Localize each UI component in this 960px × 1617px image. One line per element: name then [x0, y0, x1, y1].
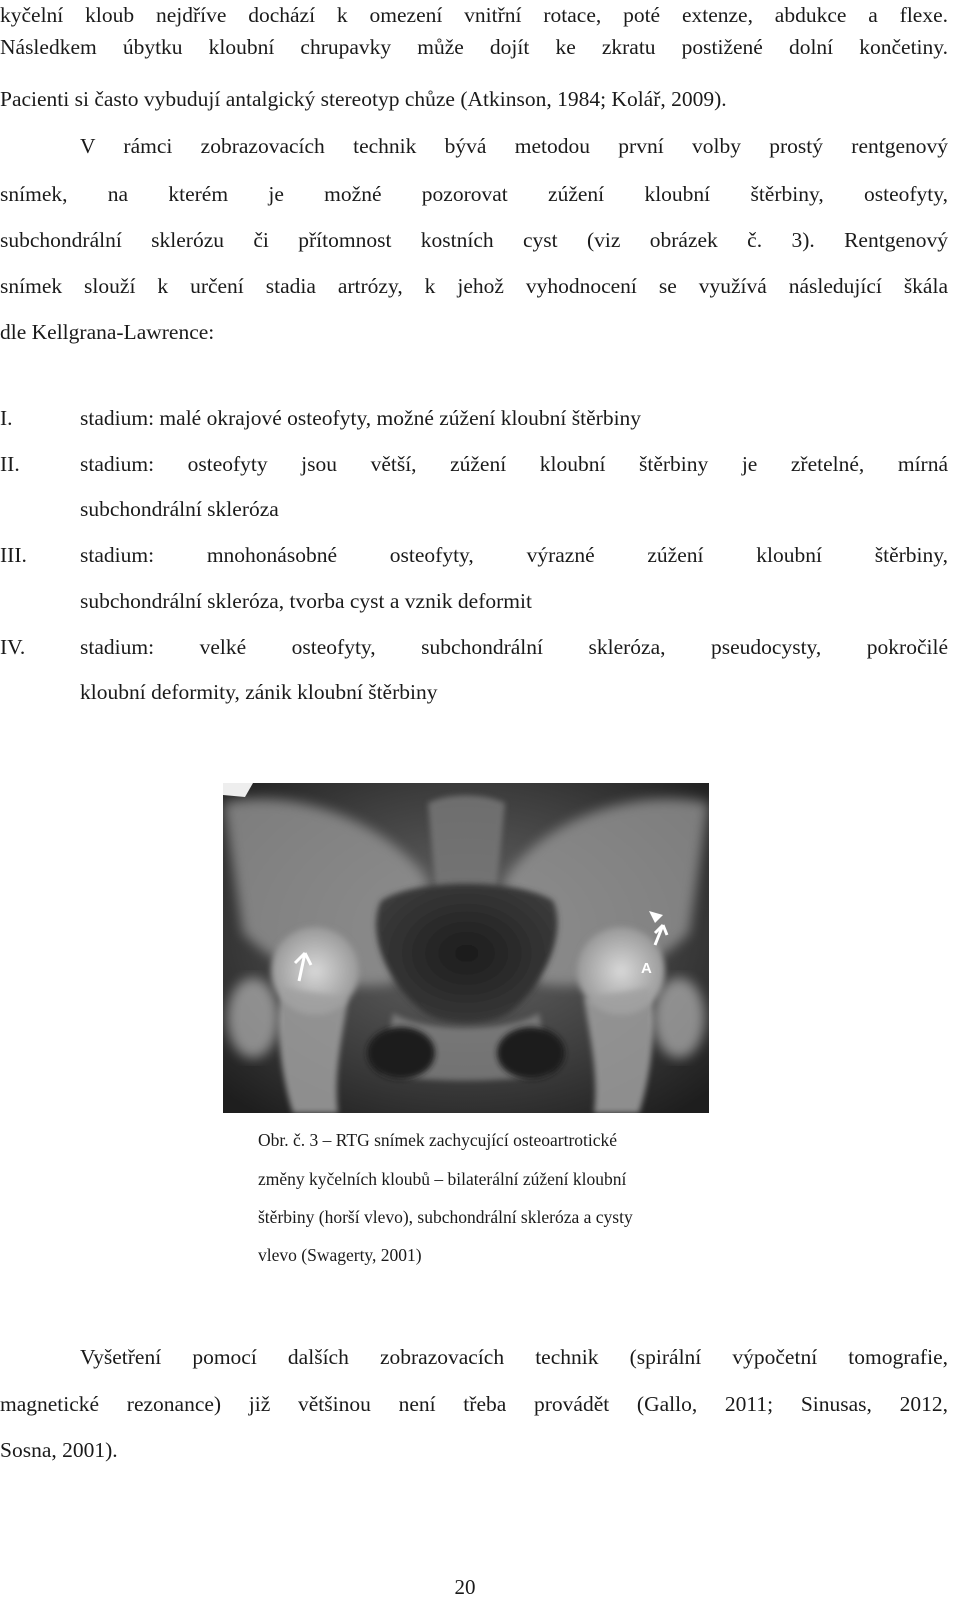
- stage-text: stadium: mnohonásobné osteofyty, výrazné zúžení kloubní štěrbiny,: [80, 543, 948, 567]
- stage-text: kloubní deformity, zánik kloubní štěrbiny: [80, 680, 438, 704]
- intro-line: Pacienti si často vybudují antalgický stereotyp chůze (Atkinson, 1984; Kolář, 2009).: [0, 87, 727, 111]
- right-trochanter: [653, 978, 705, 1058]
- intro-line: kyčelní kloub nejdříve dochází k omezení vnitřní rotace, poté extenze, abdukce a flexe.: [0, 3, 948, 27]
- paragraph-line: subchondrální sklerózu či přítomnost kostních cyst (viz obrázek č. 3). Rentgenový: [0, 228, 948, 252]
- paragraph-line: Sosna, 2001).: [0, 1438, 118, 1462]
- xray-figure: [223, 783, 709, 1113]
- figure-caption-line: štěrbiny (horší vlevo), subchondrální skleróza a cysty: [258, 1207, 633, 1227]
- paragraph-line: dle Kellgrana-Lawrence:: [0, 320, 215, 344]
- stage-text: subchondrální skleróza, tvorba cyst a vznik deformit: [80, 589, 532, 613]
- paragraph-line: magnetické rezonance) již většinou není třeba provádět (Gallo, 2011; Sinusas, 2012,: [0, 1392, 948, 1416]
- page-number: 20: [454, 1575, 476, 1599]
- paragraph-line: snímek, na kterém je možné pozorovat zúžení kloubní štěrbiny, osteofyty,: [0, 182, 948, 206]
- stage-text: stadium: osteofyty jsou větší, zúžení kloubní štěrbiny je zřetelné, mírná: [80, 452, 948, 476]
- stage-numeral: II.: [0, 452, 20, 476]
- stage-numeral: IV.: [0, 635, 26, 659]
- left-obturator: [367, 1027, 435, 1079]
- figure-caption-line: Obr. č. 3 – RTG snímek zachycující osteoartrotické: [258, 1130, 618, 1150]
- paragraph-line: Vyšetření pomocí dalších zobrazovacích technik (spirální výpočetní tomografie,: [80, 1345, 948, 1369]
- left-trochanter: [227, 978, 279, 1058]
- paragraph-line: snímek slouží k určení stadia artrózy, k jehož vyhodnocení se využívá následující škála: [0, 274, 948, 298]
- paragraph-line: V rámci zobrazovacích technik bývá metodou první volby prostý rentgenový: [80, 134, 948, 158]
- figure-caption-line: vlevo (Swagerty, 2001): [258, 1245, 422, 1265]
- stage-text: stadium: malé okrajové osteofyty, možné zúžení kloubní štěrbiny: [80, 406, 642, 430]
- figure-caption-line: změny kyčelních kloubů – bilaterální zúžení kloubní: [258, 1169, 627, 1189]
- intro-line: Následkem úbytku kloubní chrupavky může dojít ke zkratu postižené dolní končetiny.: [0, 35, 948, 59]
- stage-text: subchondrální skleróza: [80, 497, 279, 521]
- stage-numeral: I.: [0, 406, 13, 430]
- right-obturator: [497, 1027, 565, 1079]
- stage-numeral: III.: [0, 543, 27, 567]
- pelvis-xray-image: [223, 783, 709, 1113]
- stage-text: stadium: velké osteofyty, subchondrální skleróza, pseudocysty, pokročilé: [80, 635, 948, 659]
- marker-label: A: [641, 960, 652, 977]
